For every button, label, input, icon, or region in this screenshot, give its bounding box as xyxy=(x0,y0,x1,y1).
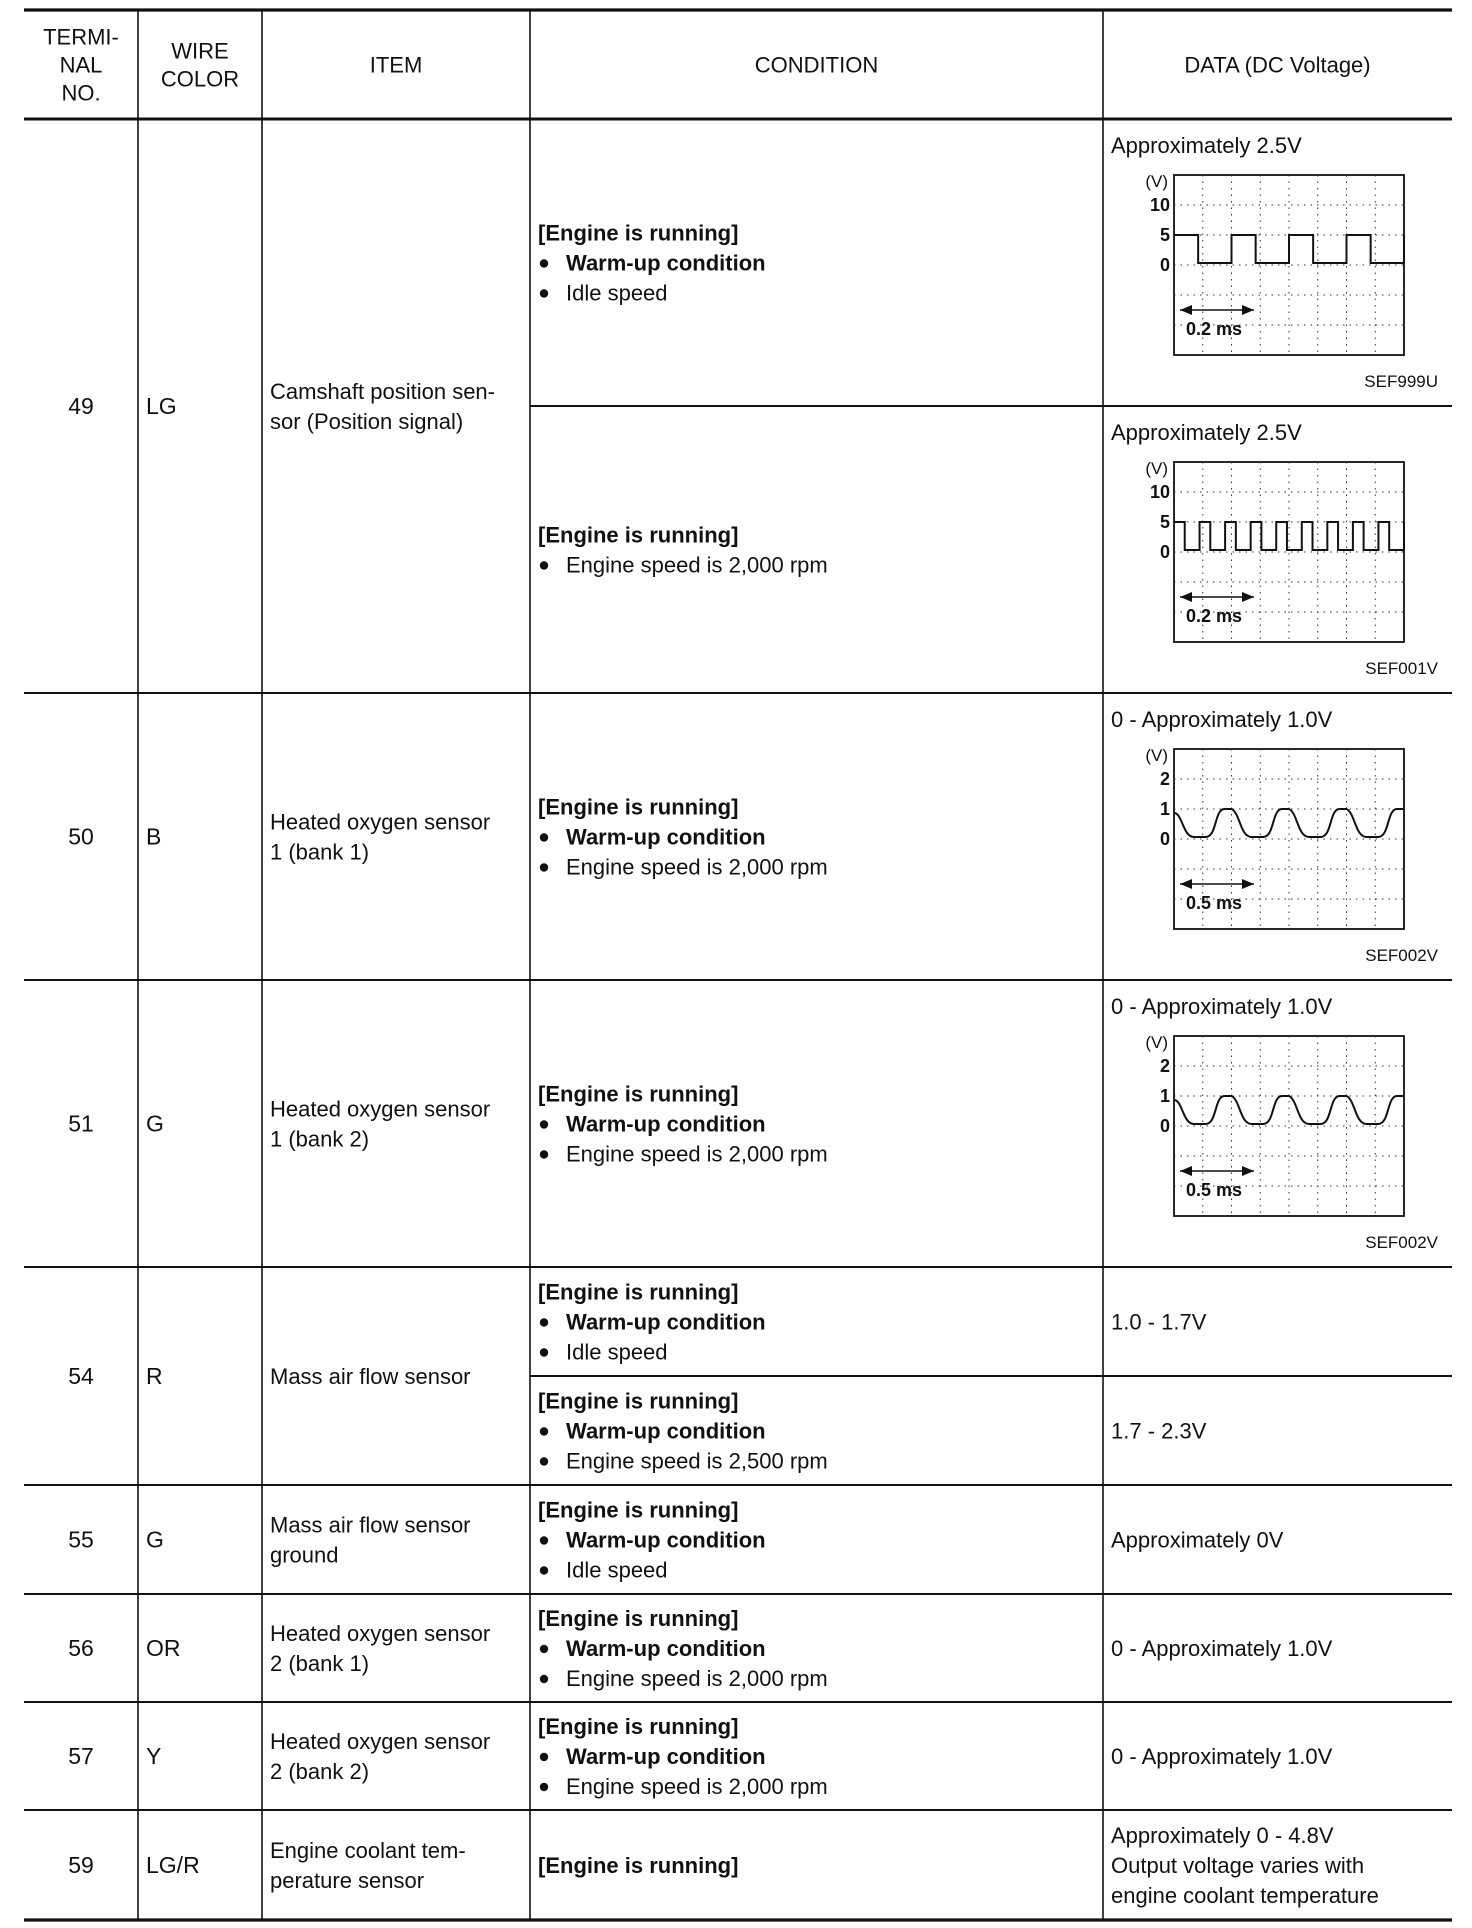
condition-bullet: Warm-up condition xyxy=(566,1418,766,1444)
terminal-number: 51 xyxy=(68,1110,94,1137)
wire-color: G xyxy=(146,1110,164,1137)
figure-code: SEF002V xyxy=(1365,946,1438,965)
wire-color: Y xyxy=(146,1743,162,1769)
figure-code: SEF002V xyxy=(1365,1233,1438,1252)
terminal-number: 49 xyxy=(68,393,94,419)
condition-bullet: Idle speed xyxy=(566,1557,668,1583)
bullet-icon xyxy=(540,1457,548,1465)
bullet-icon xyxy=(540,1566,548,1574)
item-name: Heated oxygen sensor xyxy=(270,1729,491,1754)
condition-bullet: Idle speed xyxy=(566,1339,668,1365)
scope-tick-label: 0 xyxy=(1159,255,1170,275)
condition-bullet: Warm-up condition xyxy=(566,1111,766,1137)
header-terminal-no-line: TERMI- xyxy=(43,24,119,50)
bullet-icon xyxy=(540,1427,548,1435)
header-wire-color-line: COLOR xyxy=(160,66,240,92)
item-name: 1 (bank 2) xyxy=(270,1126,370,1152)
condition-bullet: Warm-up condition xyxy=(566,824,766,850)
scope-unit-label: (V) xyxy=(1145,459,1168,478)
condition-bullet: Engine speed is 2,000 rpm xyxy=(566,1774,828,1799)
bullet-icon xyxy=(540,1318,548,1326)
condition-heading: [Engine is running] xyxy=(538,1714,739,1739)
scope-tick-label: 10 xyxy=(1149,482,1170,502)
header-item: ITEM xyxy=(369,52,423,78)
header-terminal-no xyxy=(43,25,119,106)
item-name: 2 (bank 1) xyxy=(270,1651,370,1676)
data-value: 0 - Approximately 1.0V xyxy=(1111,1636,1333,1661)
scope-tick-label: 0 xyxy=(1159,1116,1170,1136)
terminal-number: 54 xyxy=(68,1363,94,1389)
scope-time-label: 0.5 ms xyxy=(1186,1180,1243,1200)
item-name: sor (Position signal) xyxy=(270,409,464,434)
item-name: Mass air flow sensor xyxy=(270,1512,471,1538)
header-condition: CONDITION xyxy=(754,52,879,78)
terminal-number: 50 xyxy=(68,823,94,850)
item-name: Heated oxygen sensor xyxy=(270,809,491,835)
bullet-icon xyxy=(540,289,548,297)
bullet-icon xyxy=(540,1783,548,1791)
data-value: 0 - Approximately 1.0V xyxy=(1111,707,1333,732)
scope-tick-label: 5 xyxy=(1159,512,1170,532)
condition-heading: [Engine is running] xyxy=(538,1081,739,1107)
bullet-icon xyxy=(540,833,548,841)
item-name: Heated oxygen sensor xyxy=(270,1096,491,1122)
header-wire-color xyxy=(161,39,239,92)
bullet-icon xyxy=(540,1536,548,1544)
data-value: Output voltage varies with xyxy=(1111,1853,1365,1878)
condition-heading: [Engine is running] xyxy=(538,1606,739,1631)
scope-time-label: 0.2 ms xyxy=(1186,319,1243,339)
wire-color: R xyxy=(146,1363,163,1389)
bullet-icon xyxy=(540,1753,548,1761)
bullet-icon xyxy=(540,863,548,871)
condition-bullet: Warm-up condition xyxy=(566,1636,766,1661)
scope-tick-label: 0 xyxy=(1159,542,1170,562)
scope-tick-label: 2 xyxy=(1159,1056,1170,1076)
wire-color: LG/R xyxy=(146,1852,200,1878)
item-name: ground xyxy=(270,1542,339,1568)
wire-color: LG xyxy=(146,393,177,419)
data-value: 0 - Approximately 1.0V xyxy=(1111,994,1333,1019)
item-name: Engine coolant tem- xyxy=(270,1838,466,1863)
condition-heading: [Engine is running] xyxy=(538,1388,739,1414)
wire-color: OR xyxy=(146,1635,181,1661)
scope-unit-label: (V) xyxy=(1145,1033,1168,1052)
terminal-number: 57 xyxy=(68,1743,94,1769)
scope-tick-label: 1 xyxy=(1159,1086,1170,1106)
condition-heading: [Engine is running] xyxy=(538,1853,739,1878)
bullet-icon xyxy=(540,1645,548,1653)
scope-tick-label: 10 xyxy=(1149,195,1170,215)
data-value: Approximately 0 - 4.8V xyxy=(1111,1823,1334,1848)
scope-tick-label: 5 xyxy=(1159,225,1170,245)
condition-bullet: Engine speed is 2,000 rpm xyxy=(566,854,828,880)
item-name: Camshaft position sen- xyxy=(270,379,495,404)
item-name: 2 (bank 2) xyxy=(270,1759,370,1784)
figure-code: SEF999U xyxy=(1364,372,1438,391)
scope-tick-label: 0 xyxy=(1159,829,1170,849)
scope-unit-label: (V) xyxy=(1145,172,1168,191)
figure-code: SEF001V xyxy=(1365,659,1438,678)
bullet-icon xyxy=(540,561,548,569)
data-value: 0 - Approximately 1.0V xyxy=(1111,1744,1333,1769)
header-wire-color-line: WIRE xyxy=(171,38,229,64)
condition-bullet: Engine speed is 2,500 rpm xyxy=(566,1448,828,1474)
data-value: Approximately 2.5V xyxy=(1111,133,1302,158)
bullet-icon xyxy=(540,1120,548,1128)
data-value: Approximately 2.5V xyxy=(1111,420,1302,445)
wire-color: G xyxy=(146,1526,164,1553)
header-terminal-no-line: NAL xyxy=(59,52,103,78)
data-value: 1.0 - 1.7V xyxy=(1111,1309,1207,1335)
condition-bullet: Idle speed xyxy=(566,280,668,306)
condition-bullet: Warm-up condition xyxy=(566,1744,766,1769)
condition-bullet: Warm-up condition xyxy=(566,250,766,276)
condition-bullet: Warm-up condition xyxy=(566,1527,766,1553)
bullet-icon xyxy=(540,1675,548,1683)
terminal-number: 55 xyxy=(68,1526,94,1553)
header-terminal-no-line: NO. xyxy=(61,80,101,106)
data-value: engine coolant temperature xyxy=(1111,1883,1379,1908)
condition-bullet: Engine speed is 2,000 rpm xyxy=(566,1141,828,1167)
condition-heading: [Engine is running] xyxy=(538,522,739,548)
condition-heading: [Engine is running] xyxy=(538,1497,739,1523)
scope-tick-label: 2 xyxy=(1159,769,1170,789)
condition-bullet: Engine speed is 2,000 rpm xyxy=(566,552,828,578)
scope-unit-label: (V) xyxy=(1145,746,1168,765)
bullet-icon xyxy=(540,1150,548,1158)
item-name: 1 (bank 1) xyxy=(270,839,370,865)
terminal-number: 59 xyxy=(68,1852,94,1878)
scope-tick-label: 1 xyxy=(1159,799,1170,819)
condition-bullet: Warm-up condition xyxy=(566,1309,766,1335)
data-value: Approximately 0V xyxy=(1111,1527,1284,1553)
item-name: perature sensor xyxy=(270,1868,425,1893)
header-data: DATA (DC Voltage) xyxy=(1184,52,1371,78)
scope-time-label: 0.2 ms xyxy=(1186,606,1243,626)
item-name: Heated oxygen sensor xyxy=(270,1621,491,1646)
scope-time-label: 0.5 ms xyxy=(1186,893,1243,913)
condition-heading: [Engine is running] xyxy=(538,794,739,820)
bullet-icon xyxy=(540,1348,548,1356)
item-name: Mass air flow sensor xyxy=(270,1364,471,1389)
wire-color: B xyxy=(146,823,162,850)
bullet-icon xyxy=(540,259,548,267)
data-value: 1.7 - 2.3V xyxy=(1111,1418,1207,1444)
terminal-number: 56 xyxy=(68,1635,94,1661)
condition-heading: [Engine is running] xyxy=(538,1279,739,1305)
condition-bullet: Engine speed is 2,000 rpm xyxy=(566,1666,828,1691)
condition-heading: [Engine is running] xyxy=(538,220,739,246)
